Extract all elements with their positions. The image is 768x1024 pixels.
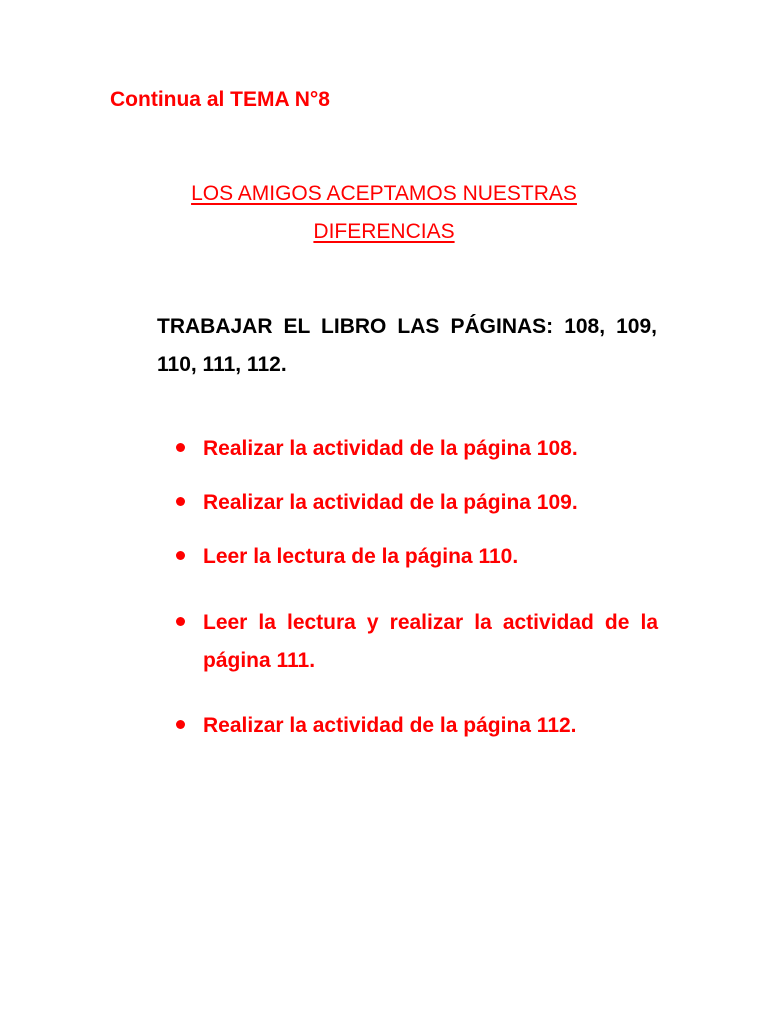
bullet-dot-icon	[176, 551, 185, 560]
document-title	[110, 175, 658, 251]
list-item	[176, 604, 658, 680]
task-text: Realizar la actividad de la página 108.	[203, 437, 578, 460]
list-item	[176, 430, 658, 468]
title-line-1: LOS AMIGOS ACEPTAMOS NUESTRAS	[191, 182, 577, 205]
task-text: Realizar la actividad de la página 109.	[203, 491, 578, 514]
bullet-dot-icon	[176, 497, 185, 506]
task-text: Leer la lectura de la página 110.	[203, 545, 519, 568]
instruction-text: TRABAJAR EL LIBRO LAS PÁGINAS: 108, 109, 110, 111, 112.	[157, 315, 657, 376]
bullet-dot-icon	[176, 720, 185, 729]
list-item	[176, 538, 658, 576]
continua-heading: Continua al TEMA N°8	[110, 88, 330, 111]
list-item	[176, 484, 658, 522]
title-line-2: DIFERENCIAS	[313, 220, 455, 243]
task-text: Realizar la actividad de la página 112.	[203, 714, 577, 737]
bullet-dot-icon	[176, 443, 185, 452]
task-text: Leer la lectura y realizar la actividad de la página 111.	[203, 611, 658, 672]
list-item	[176, 707, 658, 745]
bullet-dot-icon	[176, 617, 185, 626]
